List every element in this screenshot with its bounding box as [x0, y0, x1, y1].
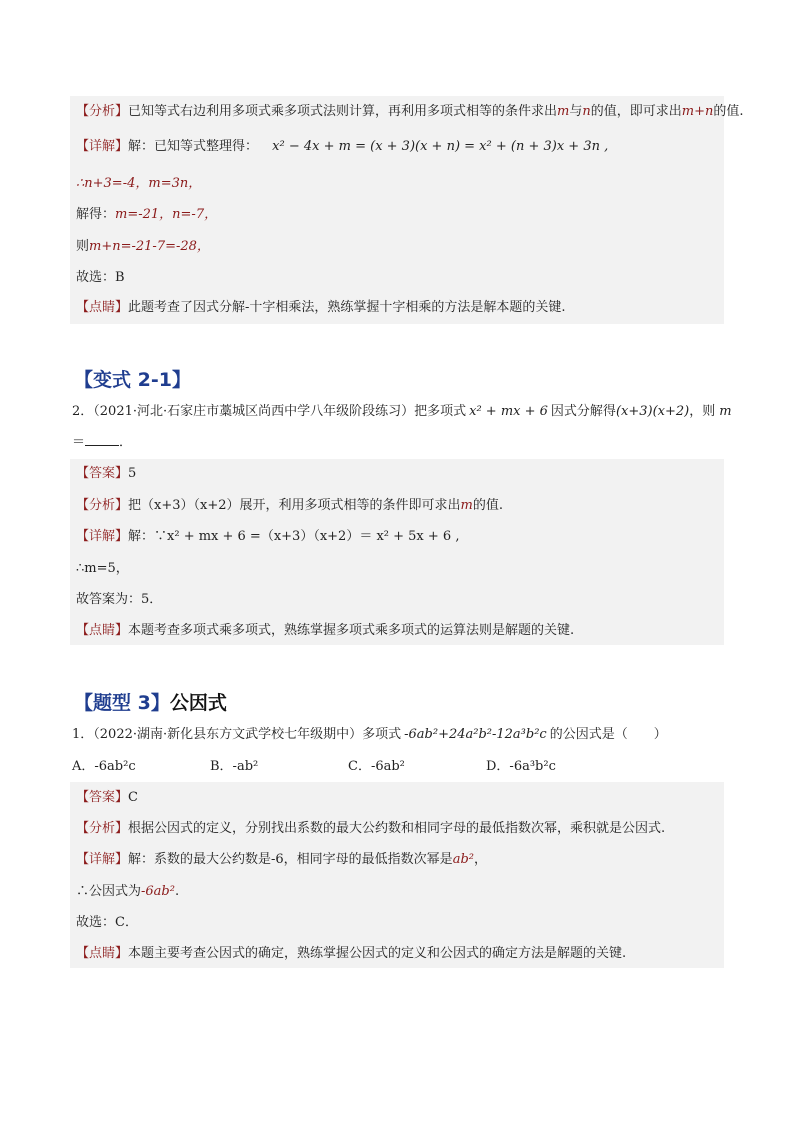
answer-value: C [128, 790, 138, 805]
section-heading-variant [74, 365, 191, 392]
step-line-1: ∴n+3=-4，m=3n， [76, 176, 202, 191]
detail-text: 解：系数的最大公约数是-6，相同字母的最低指数次幂是 [128, 852, 453, 867]
solution-block-3 [70, 782, 724, 968]
var-mn: m+n [681, 104, 714, 119]
question-expr-2: (x+3)(x+2) [615, 404, 690, 419]
comment-line [76, 945, 626, 963]
step-line-2: 故答案为：5． [76, 592, 163, 607]
option-c[interactable]: C．-6ab² [348, 759, 405, 774]
analysis-text: 根据公因式的定义，分别找出系数的最大公约数和相同字母的最低指数次幂，乘积就是公因式. [128, 821, 666, 836]
detail-text: 解：已知等式整理得： [128, 139, 259, 154]
step-value: -6ab² [141, 884, 175, 899]
question-text: 1．（2022·湖南·新化县东方文武学校七年级期中）多项式 [72, 727, 402, 742]
option-b[interactable]: B．-ab² [210, 759, 259, 774]
var-m: m [460, 498, 473, 513]
question-text-3: ，则 [689, 404, 716, 419]
detail-line [76, 851, 487, 869]
step-end: . [174, 884, 180, 899]
var-n: n [582, 104, 591, 119]
step-label: 则 [76, 239, 90, 254]
detail-equation: x² − 4x + m = (x + 3)(x + n) = x² + (n + 3)x + 3n , [272, 139, 609, 154]
comment-line [76, 622, 574, 640]
detail-tag: 【详解】 [76, 852, 129, 867]
answer-value: 5 [128, 466, 137, 481]
question-2-line-1 [72, 403, 732, 421]
comment-text: 此题考查了因式分解-十字相乘法，熟练掌握十字相乘的方法是解本题的关键. [128, 300, 566, 315]
step-label: ∴公因式为 [76, 884, 142, 899]
answer-line [76, 789, 138, 807]
comment-tag: 【点睛】 [76, 623, 129, 638]
comment-line [76, 299, 566, 317]
analysis-line [76, 103, 744, 121]
detail-text: 解：∵x² + mx + 6 =（x+3）（x+2）＝ x² + 5x + 6 , [128, 529, 460, 544]
question-text-2: 因式分解得 [550, 404, 616, 419]
heading-bracket: 【题型 3】 [74, 692, 170, 714]
detail-line [76, 528, 459, 546]
question-text: 2．（2021·河北·石家庄市藁城区尚西中学八年级阶段练习）把多项式 [72, 404, 467, 419]
heading-title: 公因式 [169, 692, 227, 714]
heading-bracket: 【变式 2-1】 [74, 369, 191, 391]
var-m: m [557, 104, 570, 119]
analysis-tag: 【分析】 [76, 821, 129, 836]
analysis-text: 把（x+3）（x+2）展开，利用多项式相等的条件即可求出 [128, 498, 461, 513]
step-line-1: ∴m=5， [76, 561, 129, 576]
comment-text: 本题考查多项式乘多项式，熟练掌握多项式乘多项式的运算法则是解题的关键. [128, 623, 575, 638]
answer-line [76, 465, 136, 483]
analysis-text: 已知等式右边利用多项式乘多项式法则计算，再利用多项式相等的条件求出 [128, 104, 558, 119]
solution-block-2 [70, 459, 724, 645]
analysis-text-2: 的值. [472, 498, 503, 513]
equals-sign: ＝ [72, 435, 86, 450]
analysis-tag: 【分析】 [76, 104, 129, 119]
analysis-text-3: 的值，即可求出 [590, 104, 682, 119]
step-label: 解得： [76, 207, 116, 222]
question-2-line-2 [72, 433, 132, 452]
question-3-line-1 [72, 726, 667, 744]
comment-tag: 【点睛】 [76, 300, 129, 315]
step-line-2 [76, 206, 217, 224]
section-heading-type-3 [74, 688, 227, 715]
question-text-2: 的公因式是（ ） [549, 727, 667, 742]
detail-line [76, 138, 608, 156]
option-a[interactable]: A．-6ab²c [72, 759, 136, 774]
question-expr: x² + mx + 6 [469, 404, 548, 419]
detail-tag: 【详解】 [76, 529, 129, 544]
question-var-m: m [719, 404, 732, 419]
answer-blank [85, 433, 119, 446]
analysis-line [76, 820, 665, 838]
choose-line: 故选：B [76, 270, 125, 285]
question-expr: -6ab²+24a²b²-12a³b²c [404, 727, 547, 742]
detail-tag: 【详解】 [76, 139, 129, 154]
option-d[interactable]: D．-6a³b²c [486, 759, 556, 774]
question-end: ． [119, 435, 133, 450]
detail-text-2: ， [473, 852, 487, 867]
step-line-3 [76, 238, 210, 256]
comment-text: 本题主要考查公因式的确定，熟练掌握公因式的定义和公因式的确定方法是解题的关键. [128, 946, 627, 961]
step-value: m=-21，n=-7， [115, 207, 218, 222]
step-line-2: 故选：C． [76, 915, 138, 930]
step-value: m+n=-21-7=-28， [89, 239, 210, 254]
detail-expr: ab² [452, 852, 474, 867]
analysis-line [76, 497, 503, 515]
step-line-1 [76, 883, 179, 901]
analysis-text-4: 的值. [713, 104, 744, 119]
analysis-text-2: 与 [569, 104, 583, 119]
answer-tag: 【答案】 [76, 790, 129, 805]
answer-tag: 【答案】 [76, 466, 129, 481]
comment-tag: 【点睛】 [76, 946, 129, 961]
analysis-tag: 【分析】 [76, 498, 129, 513]
